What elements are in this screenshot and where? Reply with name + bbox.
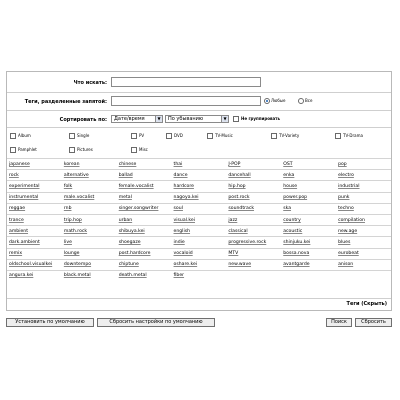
type-checkbox-pamphlet[interactable] (10, 147, 16, 153)
type-label: Album (18, 133, 31, 138)
tag-row (7, 159, 391, 170)
type-label: Single (77, 133, 90, 138)
tag-link[interactable]: compilation (336, 214, 391, 225)
tag-link[interactable]: classical (226, 226, 281, 237)
tag-link[interactable]: soundtrack (226, 203, 281, 214)
tags-input[interactable] (111, 96, 261, 106)
tag-link[interactable]: punk (336, 192, 391, 203)
tag-link[interactable]: eurobeat (336, 248, 391, 259)
tag-cell-empty (336, 270, 391, 281)
tag-link[interactable]: black.metal (62, 270, 117, 281)
tag-link[interactable]: techno (336, 203, 391, 214)
tag-link[interactable]: remix (7, 248, 62, 259)
tag-link[interactable]: acoustic (281, 226, 336, 237)
tag-row (7, 203, 391, 214)
tag-row (7, 259, 391, 270)
tag-link[interactable]: downtempo (62, 259, 117, 270)
tag-link[interactable]: death.metal (117, 270, 172, 281)
tag-link[interactable]: ambient (7, 226, 62, 237)
type-checkbox-tv-variety[interactable] (271, 133, 277, 139)
tag-link[interactable]: anison (336, 259, 391, 270)
tag-row (7, 214, 391, 225)
tag-link[interactable]: instrumental (7, 192, 62, 203)
radio-all-label: Все (305, 98, 313, 103)
tag-link[interactable]: jazz (226, 214, 281, 225)
tag-link[interactable]: live (62, 237, 117, 248)
tag-link[interactable]: hardcore (172, 181, 227, 192)
type-label: TV-Drama (343, 133, 363, 138)
tag-link[interactable]: korean (62, 159, 117, 170)
sort-order-value: По убыванию (168, 116, 204, 122)
chevron-down-icon: ▼ (221, 116, 228, 122)
tag-link[interactable]: oshare.kei (172, 259, 227, 270)
tag-link[interactable]: indie (172, 237, 227, 248)
type-checkbox-tv-music[interactable] (207, 133, 213, 139)
divider (7, 298, 391, 299)
tag-link[interactable]: shibuya.kei (117, 226, 172, 237)
what-input[interactable] (111, 77, 261, 87)
tag-cell-empty (226, 270, 281, 281)
tag-row (7, 181, 391, 192)
tag-link[interactable]: avantgarde (281, 259, 336, 270)
tag-link[interactable]: fiber (172, 270, 227, 281)
sort-by-value: Дате/время (114, 116, 145, 122)
tag-link[interactable]: japanese (7, 159, 62, 170)
type-label: TV-Variety (279, 133, 300, 138)
no-group-label: Не группировать (241, 116, 281, 121)
tag-link[interactable]: urban (117, 214, 172, 225)
tag-link[interactable]: chinese (117, 159, 172, 170)
tag-link[interactable]: post.hardcore (117, 248, 172, 259)
tag-link[interactable]: MTV (226, 248, 281, 259)
tag-link[interactable]: country (281, 214, 336, 225)
tag-link[interactable]: hip.hop (226, 181, 281, 192)
reset-default-button[interactable]: Сбросить настройки по умолчанию (97, 318, 215, 327)
tag-link[interactable]: thai (172, 159, 227, 170)
tags-table (7, 158, 391, 281)
type-checkbox-album[interactable] (10, 133, 16, 139)
tag-link[interactable]: industrial (336, 181, 391, 192)
tag-link[interactable]: ballad (117, 170, 172, 181)
tag-row (7, 226, 391, 237)
radio-any-label: Любые (271, 98, 286, 103)
divider (7, 110, 391, 111)
tag-link[interactable]: dancehall (226, 170, 281, 181)
type-label: Misc (139, 147, 148, 152)
tag-link[interactable]: rock (7, 170, 62, 181)
tag-link[interactable]: new.wave (226, 259, 281, 270)
tag-link[interactable]: post.rock (226, 192, 281, 203)
tag-link[interactable]: house (281, 181, 336, 192)
tag-link[interactable]: bossa.nova (281, 248, 336, 259)
type-checkbox-pictures[interactable] (69, 147, 75, 153)
tag-link[interactable]: trip.hop (62, 214, 117, 225)
tag-cell-empty (281, 270, 336, 281)
tag-link[interactable]: soul (172, 203, 227, 214)
type-checkbox-misc[interactable] (131, 147, 137, 153)
tag-link[interactable]: experimental (7, 181, 62, 192)
tag-row (7, 192, 391, 203)
tag-link[interactable]: chiptune (117, 259, 172, 270)
divider (7, 127, 391, 128)
search-button[interactable]: Поиск (326, 318, 352, 327)
tag-link[interactable]: pop (336, 159, 391, 170)
tag-link[interactable]: vocaloid (172, 248, 227, 259)
radio-any[interactable] (264, 98, 270, 104)
search-form (6, 71, 392, 311)
tag-link[interactable]: lounge (62, 248, 117, 259)
tags-label: Теги, разделенные запятой: (24, 99, 107, 105)
tag-link[interactable]: angura.kei (7, 270, 62, 281)
type-label: Pictures (77, 147, 93, 152)
tags-toggle-link[interactable]: Теги (Скрыть) (346, 301, 387, 307)
what-label: Что искать: (73, 80, 107, 86)
tag-link[interactable]: singer.songwriter (117, 203, 172, 214)
tag-link[interactable]: oldschool.visualkei (7, 259, 62, 270)
tag-link[interactable]: alternative (62, 170, 117, 181)
tag-link[interactable]: nagoya.kei (172, 192, 227, 203)
radio-all[interactable] (298, 98, 304, 104)
type-label: DVD (174, 133, 183, 138)
type-checkbox-tv-drama[interactable] (335, 133, 341, 139)
tag-row (7, 270, 391, 281)
type-label: PV (139, 133, 145, 138)
sort-order-select[interactable] (165, 115, 229, 123)
sort-by-select[interactable] (111, 115, 163, 123)
tag-link[interactable]: male.vocalist (62, 192, 117, 203)
tag-link[interactable]: dark.ambient (7, 237, 62, 248)
tag-link[interactable]: electro (336, 170, 391, 181)
tag-link[interactable]: english (172, 226, 227, 237)
reset-button[interactable]: Сбросить (355, 318, 392, 327)
tag-link[interactable]: new.age (336, 226, 391, 237)
tag-link[interactable]: metal (117, 192, 172, 203)
tag-link[interactable]: enka (281, 170, 336, 181)
type-label: Pamphlet (18, 147, 37, 152)
tag-row (7, 170, 391, 181)
set-default-button[interactable]: Установить по умолчанию (6, 318, 94, 327)
tag-link[interactable]: power.pop (281, 192, 336, 203)
tag-link[interactable]: dance (172, 170, 227, 181)
tag-link[interactable]: blues (336, 237, 391, 248)
tag-link[interactable]: shinjuku.kei (281, 237, 336, 248)
tag-row (7, 237, 391, 248)
tag-link[interactable]: ska (281, 203, 336, 214)
tag-link[interactable]: OST (281, 159, 336, 170)
tag-link[interactable]: visual.kei (172, 214, 227, 225)
type-label: TV-Music (215, 133, 233, 138)
tag-link[interactable]: J-POP (226, 159, 281, 170)
tag-link[interactable]: shoegaze (117, 237, 172, 248)
tag-link[interactable]: folk (62, 181, 117, 192)
sort-label: Сортировать по: (59, 117, 107, 123)
tag-row (7, 248, 391, 259)
divider (7, 92, 391, 93)
type-checkbox-dvd[interactable] (166, 133, 172, 139)
tag-link[interactable]: rnb (62, 203, 117, 214)
tag-link[interactable]: math.rock (62, 226, 117, 237)
tag-link[interactable]: progressive.rock (226, 237, 281, 248)
tag-link[interactable]: female.vocalist (117, 181, 172, 192)
type-checkbox-pv[interactable] (131, 133, 137, 139)
no-group-checkbox[interactable] (233, 116, 239, 122)
type-checkbox-single[interactable] (69, 133, 75, 139)
tag-link[interactable]: reggae (7, 203, 62, 214)
tag-link[interactable]: trance (7, 214, 62, 225)
chevron-down-icon: ▼ (155, 116, 162, 122)
